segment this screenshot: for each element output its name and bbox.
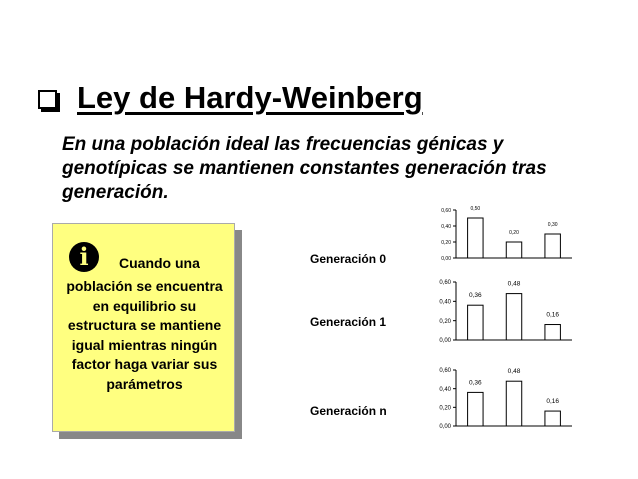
chart-2-bar: [506, 381, 521, 426]
generation-0-label: Generación 0: [310, 252, 387, 266]
chart-0-data-label: 0,30: [547, 222, 558, 228]
chart-0-data-label: 0,20: [509, 230, 519, 236]
chart-1-y-tick-label: 0,00: [439, 338, 451, 345]
note-body: población se encuentra en equilibrio su estructura se mantiene igual mientras ningún factor haga variar sus parámetros: [66, 278, 223, 392]
chart-2-data-label: 0,48: [507, 368, 521, 376]
chart-2-y-tick-label: 0,40: [439, 386, 451, 393]
chart-1-bar: [506, 294, 521, 340]
chart-1-data-label: 0,16: [546, 311, 559, 319]
chart-1-y-tick-label: 0,20: [439, 318, 451, 325]
chart-0-bar: [506, 242, 521, 258]
info-icon: i: [69, 242, 99, 272]
chart-1-bar: [468, 305, 483, 340]
slide-title: Ley de Hardy-Weinberg: [77, 80, 423, 115]
chart-1-data-label: 0,36: [469, 292, 482, 300]
chart-2-y-tick-label: 0,60: [439, 368, 451, 375]
chart-0-y-tick-label: 0,40: [441, 223, 451, 230]
chart-0-bar: [545, 234, 560, 258]
chart-0-y-tick-label: 0,60: [441, 207, 451, 214]
chart-2-bar: [468, 392, 483, 426]
chart-0-data-label: 0,50: [470, 206, 481, 212]
chart-1-y-tick-label: 0,40: [439, 299, 451, 306]
chart-1-y-tick-label: 0,60: [439, 280, 451, 287]
generation-n-label: Generación n: [310, 404, 387, 418]
chart-0-y-tick-label: 0,00: [441, 255, 451, 262]
chart-1-bar: [545, 325, 560, 340]
chart-0-bar: [468, 218, 483, 258]
intro-text: En una población ideal las frecuencias génicas y genotípicas se mantienen constantes generación tras generación.: [62, 134, 547, 203]
chart-2-y-tick-label: 0,20: [439, 405, 451, 412]
chart-2-data-label: 0,16: [546, 398, 559, 406]
note-first-line: Cuando una: [119, 255, 200, 271]
chart-2-bar: [545, 411, 560, 426]
chart-1-data-label: 0,48: [507, 280, 521, 288]
generation-1-label: Generación 1: [310, 315, 387, 329]
chart-0-y-tick-label: 0,20: [441, 239, 451, 246]
chart-2-y-tick-label: 0,00: [439, 424, 451, 431]
chart-2-data-label: 0,36: [469, 379, 482, 387]
